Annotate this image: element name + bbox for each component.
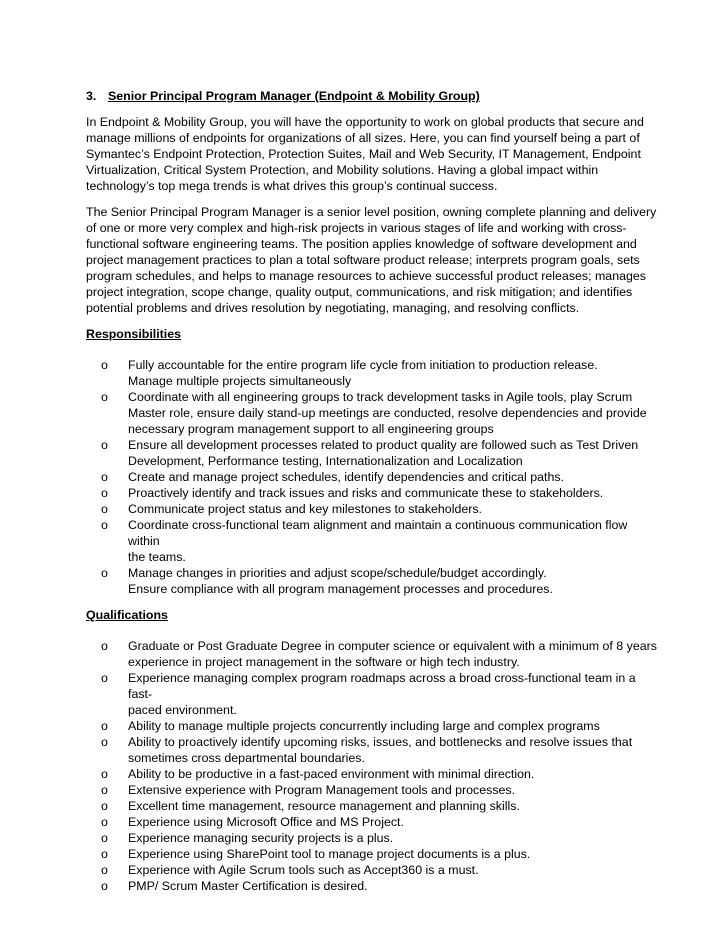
list-item-line: Manage multiple projects simultaneously [128,374,352,388]
list-item-line: Ability to proactively identify upcoming risks, issues, and bottlenecks and resolve issues that [128,735,633,749]
list-item [86,862,658,878]
list-item-line: Proactively identify and track issues and risks and communicate these to stakeholders. [128,486,604,500]
list-item-line: Development, Performance testing, Internationalization and Localization [128,454,523,468]
list-item [86,389,658,437]
list-item [86,469,658,485]
list-item-line: Ability to manage multiple projects concurrently including large and complex programs [128,719,600,733]
responsibilities-list [86,357,658,597]
section-number: 3. [86,89,97,103]
bullet-circle-icon: o [101,671,108,685]
list-item [86,565,658,597]
bullet-circle-icon: o [101,783,108,797]
list-item-line: necessary program management support to all engineering groups [128,422,494,436]
list-item-line: Graduate or Post Graduate Degree in computer science or equivalent with a minimum of 8 years [128,639,657,653]
list-item-line: Communicate project status and key milestones to stakeholders. [128,502,482,516]
intro-paragraph: In Endpoint & Mobility Group, you will have the opportunity to work on global products that secure and manage millions of endpoints for organizations of all sizes. Here, you can find yourself being a part of Symantec’s Endpoint Protection, Protection Suites, Mail and Web Security, IT Management, Endpoint Virtualization, Critical System Protection, and Mobility solutions. Having a global impact within technology’s top mega trends is what drives this group’s continual success. [86,115,644,193]
document-content [86,88,658,904]
list-item-line: Coordinate cross-functional team alignment and maintain a continuous communication flow within [128,518,628,548]
list-item [86,485,658,501]
list-item [86,734,658,766]
list-item-line: Ensure all development processes related to product quality are followed such as Test Driven [128,438,639,452]
list-item-line: Create and manage project schedules, identify dependencies and critical paths. [128,470,565,484]
list-item [86,718,658,734]
list-item-line: Experience using Microsoft Office and MS Project. [128,815,404,829]
bullet-circle-icon: o [101,735,108,749]
bullet-circle-icon: o [101,438,108,452]
list-item [86,437,658,469]
list-item [86,846,658,862]
bullet-circle-icon: o [101,831,108,845]
list-item [86,638,658,670]
list-item [86,782,658,798]
list-item [86,878,658,894]
bullet-circle-icon: o [101,815,108,829]
qualifications-list [86,638,658,894]
bullet-circle-icon: o [101,486,108,500]
bullet-circle-icon: o [101,879,108,893]
list-item-line: Manage changes in priorities and adjust scope/schedule/budget accordingly. [128,566,547,580]
list-item-line: Ensure compliance with all program management processes and procedures. [128,582,553,596]
list-item [86,814,658,830]
bullet-circle-icon: o [101,847,108,861]
responsibilities-heading: Responsibilities [86,327,182,341]
list-item [86,501,658,517]
bullet-circle-icon: o [101,358,108,372]
qualifications-heading: Qualifications [86,608,168,622]
bullet-circle-icon: o [101,518,108,532]
list-item-line: Coordinate with all engineering groups to track development tasks in Agile tools, play Scrum [128,390,633,404]
bullet-circle-icon: o [101,502,108,516]
list-item [86,670,658,718]
bullet-circle-icon: o [101,719,108,733]
list-item-line: Ability to be productive in a fast-paced environment with minimal direction. [128,767,535,781]
list-item-line: PMP/ Scrum Master Certification is desired. [128,879,368,893]
list-item [86,517,658,565]
list-item-line: the teams. [128,550,186,564]
list-item-line: experience in project management in the software or high tech industry. [128,655,520,669]
job-title-heading [86,88,658,104]
list-item-line: paced environment. [128,703,237,717]
list-item-line: Excellent time management, resource management and planning skills. [128,799,520,813]
list-item-line: Experience managing security projects is a plus. [128,831,394,845]
list-item-line: Experience managing complex program roadmaps across a broad cross-functional team in a fast- [128,671,636,701]
bullet-circle-icon: o [101,566,108,580]
bullet-circle-icon: o [101,767,108,781]
bullet-circle-icon: o [101,863,108,877]
list-item-line: Extensive experience with Program Management tools and processes. [128,783,516,797]
list-item-line: Fully accountable for the entire program life cycle from initiation to production release. [128,358,598,372]
list-item-line: sometimes cross departmental boundaries. [128,751,365,765]
role-description-paragraph: The Senior Principal Program Manager is a senior level position, owning complete planning and delivery of one or more very complex and high-risk projects in various stages of life and working with cross-functional software engineering teams. The position applies knowledge of software development and project management practices to plan a total software product release; interprets program goals, sets program schedules, and helps to manage resources to achieve successful product releases; manages project integration, scope change, quality output, communications, and risk mitigation; and identifies potential problems and drives resolution by negotiating, managing, and resolving conflicts. [86,205,657,315]
bullet-circle-icon: o [101,390,108,404]
list-item-line: Experience using SharePoint tool to manage project documents is a plus. [128,847,531,861]
list-item [86,798,658,814]
list-item [86,357,658,389]
bullet-circle-icon: o [101,470,108,484]
bullet-circle-icon: o [101,799,108,813]
bullet-circle-icon: o [101,639,108,653]
list-item [86,830,658,846]
job-title: Senior Principal Program Manager (Endpoint & Mobility Group) [108,89,480,103]
list-item-line: Experience with Agile Scrum tools such as Accept360 is a must. [128,863,479,877]
list-item [86,766,658,782]
list-item-line: Master role, ensure daily stand-up meetings are conducted, resolve dependencies and provide [128,406,647,420]
